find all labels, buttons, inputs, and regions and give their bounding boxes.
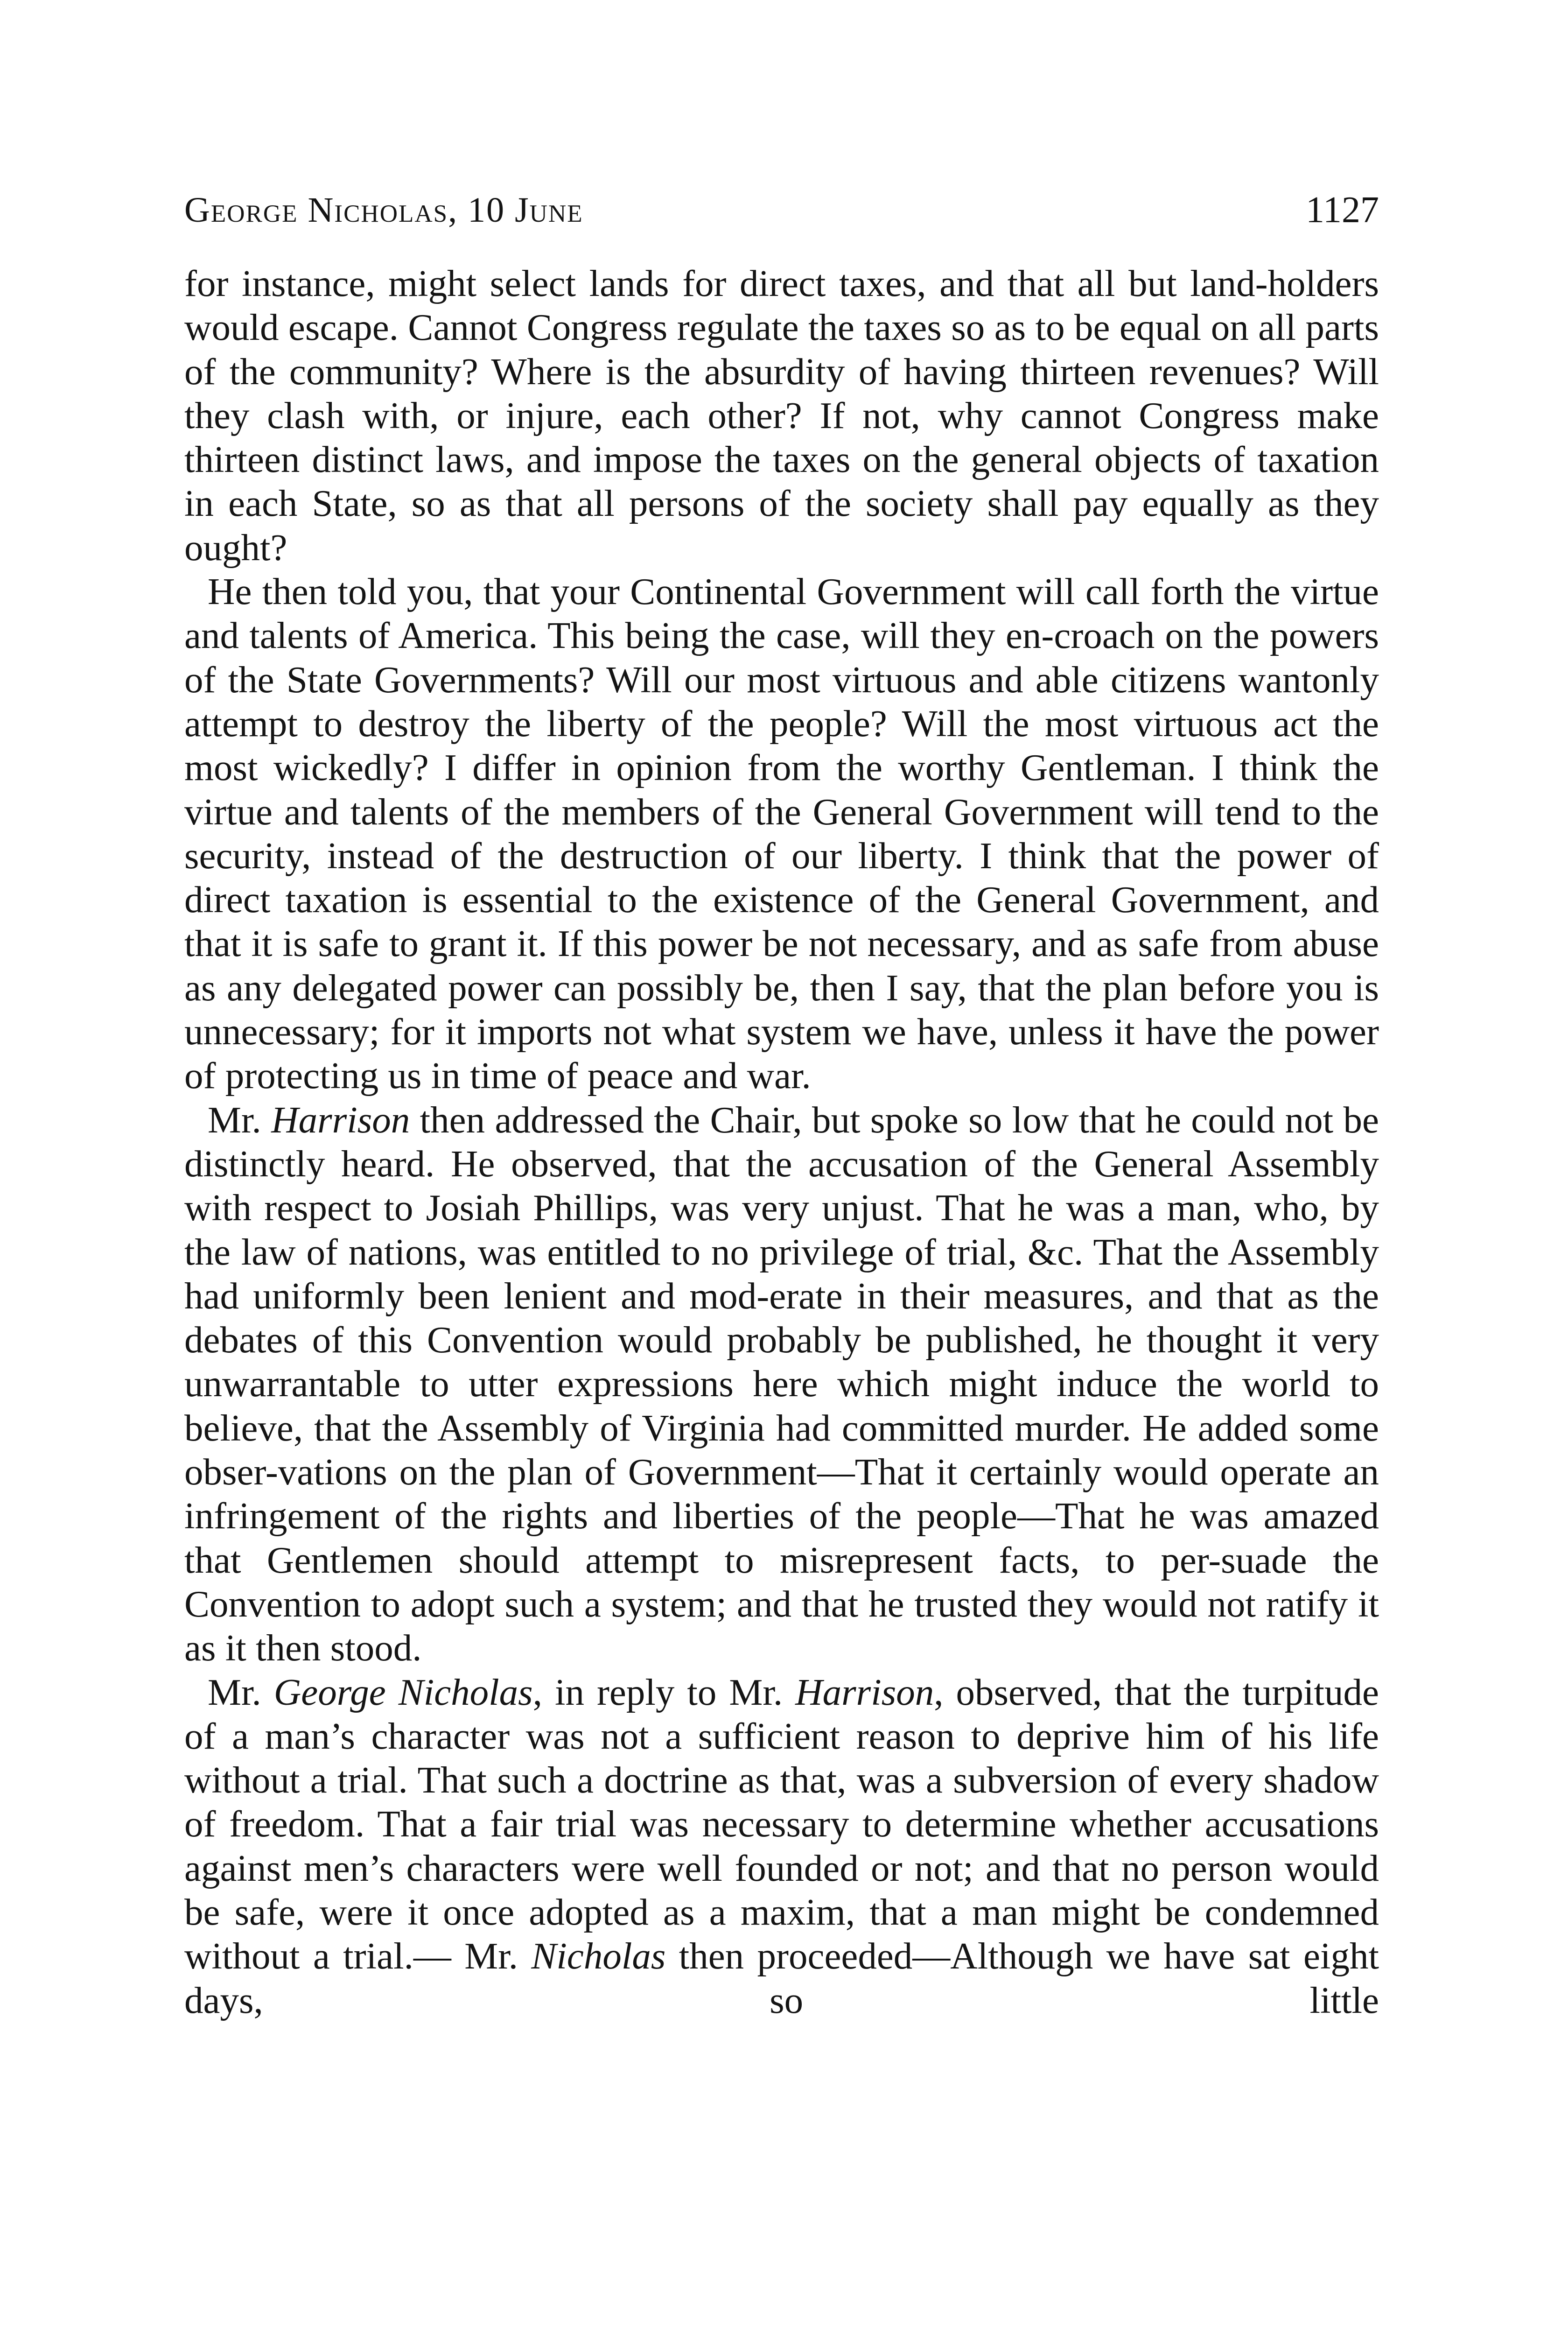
italic-name: George Nicholas bbox=[273, 1671, 533, 1713]
italic-name: Harrison bbox=[271, 1098, 410, 1141]
running-head bbox=[184, 184, 1379, 236]
text-run: then addressed the Chair, but spoke so low that he could not be distinctly heard. He observed, that the accusation of the General Assembly with respect to Josiah Phillips, was very unjust. That he was a man, who, by the law of nations, was entitled to no privilege of trial, &c. That the Assembly had uniformly been lenient and mod-erate in their measures, and that as the debates of this Convention would probably be published, he thought it very unwarrantable to utter expressions here which might induce the world to believe, that the Assembly of Virginia had committed murder. He added some obser-vations on the plan of Government—That it certainly would operate an infringement of the rights and liberties of the people—That he was amazed that Gentlemen should attempt to misrepresent facts, to per-suade the Convention to adopt such a system; and that he trusted they would not ratify it as it then stood. bbox=[184, 1098, 1379, 1669]
text-run: Mr. bbox=[208, 1671, 274, 1713]
italic-name: Harrison bbox=[795, 1671, 934, 1713]
text-run: , in reply to Mr. bbox=[532, 1671, 796, 1713]
page-number: 1127 bbox=[1305, 190, 1379, 231]
text-run: then proceeded—Although we have sat eight days, so little bbox=[184, 1935, 1379, 2021]
text-run: , observed, that the turpitude of a man’s character was not a sufficient reason to deprive him of his life without a trial. That such a doctrine as that, was a subversion of every shadow of freedom. That a fair trial was necessary to determine whether accusations against men’s characters were well founded or not; and that no person would be safe, were it once adopted as a maxim, that a man might be condemned without a trial.— Mr. bbox=[184, 1671, 1379, 1977]
running-title: George Nicholas, 10 June bbox=[184, 190, 583, 230]
paragraph bbox=[184, 569, 1379, 1098]
text-run: He then told you, that your Continental Government will call forth the virtue and talents of America. This being the case, will they en-croach on the powers of the State Governments? Will our most virtuous and able citizens wantonly attempt to destroy the liberty of the people? Will the most virtuous act the most wickedly? I differ in opinion from the worthy Gentleman. I think the virtue and talents of the members of the General Government will tend to the security, instead of the destruction of our liberty. I think that the power of direct taxation is essential to the existence of the General Government, and that it is safe to grant it. If this power be not necessary, and as safe from abuse as any delegated power can possibly be, then I say, that the plan before you is unnecessary; for it imports not what system we have, unless it have the power of protecting us in time of peace and war. bbox=[184, 570, 1379, 1097]
body-text bbox=[184, 261, 1379, 2022]
paragraph bbox=[184, 1098, 1379, 1670]
paragraph bbox=[184, 1670, 1379, 2022]
text-run: for instance, might select lands for direct taxes, and that all but land-holders would escape. Cannot Congress regulate the taxes so as to be equal on all parts of the community? Where is the absurdity of having thirteen revenues? Will they clash with, or injure, each other? If not, why cannot Congress make thirteen distinct laws, and impose the taxes on the general objects of taxation in each State, so as that all persons of the society shall pay equally as they ought? bbox=[184, 262, 1379, 569]
italic-name: Nicholas bbox=[531, 1935, 666, 1977]
paragraph bbox=[184, 261, 1379, 569]
text-run: Mr. bbox=[208, 1098, 272, 1141]
